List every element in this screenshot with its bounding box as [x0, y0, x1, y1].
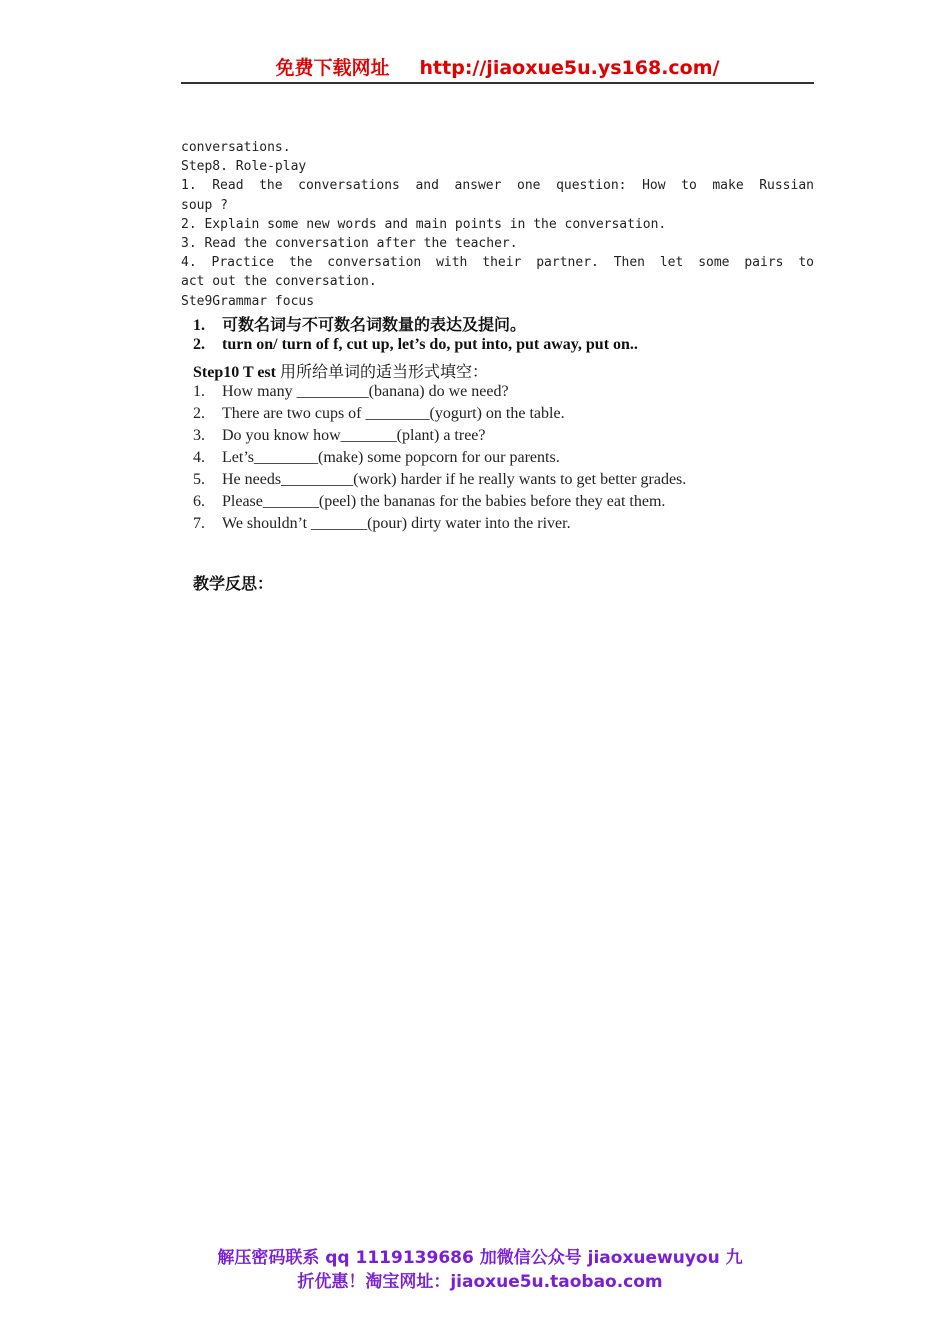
exercise-number: 6.	[193, 493, 205, 510]
step9-heading: Ste9Grammar focus	[181, 293, 315, 309]
exercise-item	[193, 493, 665, 511]
exercise-text: Please_______(peel) the bananas for the babies before they eat them.	[222, 493, 666, 510]
exercise-number: 5.	[193, 471, 205, 488]
exercise-item	[193, 383, 509, 401]
text-line: soup ?	[181, 197, 228, 213]
text-line: 2. Explain some new words and main points in the conversation.	[181, 216, 667, 232]
text-line: 1. Read the conversations and answer one question: How to make Russian	[181, 178, 814, 194]
exercise-number: 1.	[193, 383, 205, 400]
text-line: 4. Practice the conversation with their partner. Then let some pairs to	[181, 255, 814, 271]
lesson-steps-text	[181, 138, 814, 311]
text-line: 3. Read the conversation after the teacher.	[181, 235, 518, 251]
exercise-item	[193, 471, 686, 489]
footer-line: 折优惠！淘宝网址：jiaoxue5u.taobao.com	[297, 1272, 663, 1292]
exercise-item	[193, 449, 560, 467]
text-line: conversations.	[181, 140, 291, 155]
text-line: act out the conversation.	[181, 274, 377, 290]
step10-label: Step10 T est	[193, 364, 276, 381]
grammar-focus-item	[193, 336, 638, 354]
footer-line: 解压密码联系 qq 1119139686 加微信公众号 jiaoxuewuyou 九	[217, 1248, 743, 1268]
exercise-item	[193, 405, 565, 423]
exercise-number: 7.	[193, 515, 205, 532]
exercise-text: How many _________(banana) do we need?	[222, 383, 509, 400]
step8-heading: Step8. Role-play	[181, 159, 307, 175]
exercise-number: 2.	[193, 405, 205, 422]
header-label: 免费下载网址	[275, 57, 390, 79]
step10-instruction: 用所给单词的适当形式填空：	[275, 364, 488, 381]
exercise-item	[193, 515, 571, 533]
item-number: 1.	[193, 317, 205, 334]
exercise-number: 3.	[193, 427, 205, 444]
item-text: turn on/ turn of f, cut up, let’s do, put into, put away, put on..	[222, 336, 638, 353]
exercise-text: Let’s________(make) some popcorn for our parents.	[222, 449, 560, 466]
step10-heading	[193, 359, 488, 382]
header-url-link[interactable]: http://jiaoxue5u.ys168.com/	[419, 57, 720, 79]
grammar-focus-item	[193, 312, 526, 335]
teaching-reflection-heading: 教学反思：	[193, 574, 274, 593]
item-number: 2.	[193, 336, 205, 353]
exercise-item	[193, 427, 486, 445]
item-text: 可数名词与不可数名词数量的表达及提问。	[222, 317, 527, 334]
exercise-text: Do you know how_______(plant) a tree?	[222, 427, 486, 444]
exercise-text: He needs_________(work) harder if he really wants to get better grades.	[222, 471, 687, 488]
exercise-text: There are two cups of ________(yogurt) on the table.	[222, 405, 565, 422]
exercise-text: We shouldn’t _______(pour) dirty water into the river.	[222, 515, 571, 532]
exercise-number: 4.	[193, 449, 205, 466]
page-header	[181, 56, 814, 84]
